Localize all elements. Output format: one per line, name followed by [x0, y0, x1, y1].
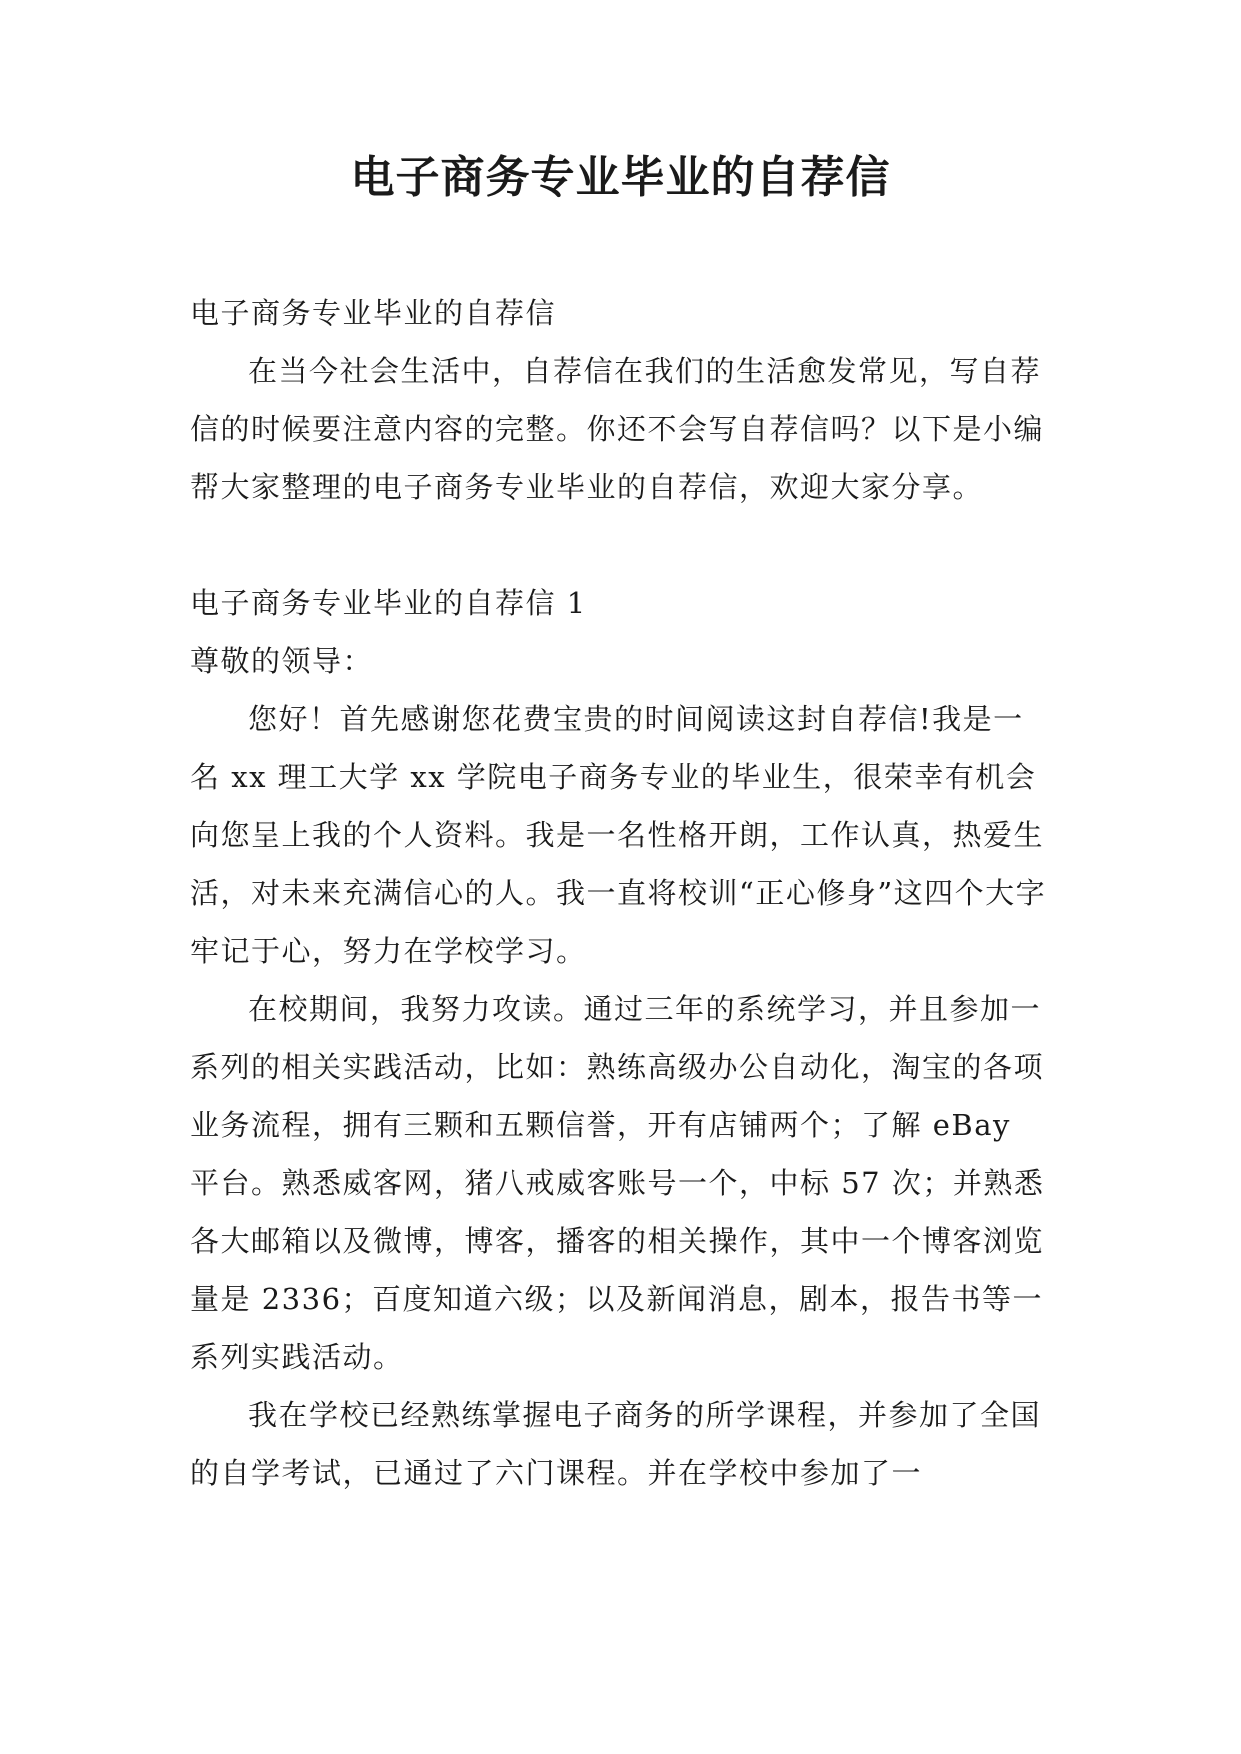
intro-paragraph: 在当今社会生活中，自荐信在我们的生活愈发常见，写自荐信的时候要注意内容的完整。你还不会写自荐信吗？以下是小编帮大家整理的电子商务专业毕业的自荐信，欢迎大家分享。	[190, 354, 1045, 504]
body-paragraph: 您好！首先感谢您花费宝贵的时间阅读这封自荐信!我是一名 xx 理工大学 xx 学院电子商务专业的毕业生，很荣幸有机会向您呈上我的个人资料。我是一名性格开朗，工作认真，热爱生活，对未来充满信心的人。我一直将校训“正心修身”这四个大字牢记于心，努力在学校学习。	[190, 702, 1047, 968]
subtitle: 电子商务专业毕业的自荐信	[190, 296, 557, 330]
document-body	[190, 284, 1050, 1502]
body-paragraph: 我在学校已经熟练掌握电子商务的所学课程，并参加了全国的自学考试，已通过了六门课程。并在学校中参加了一	[190, 1398, 1042, 1490]
body-paragraph: 在校期间，我努力攻读。通过三年的系统学习，并且参加一系列的相关实践活动，比如：熟练高级办公自动化，淘宝的各项业务流程，拥有三颗和五颗信誉，开有店铺两个；了解 eBay 平台。熟悉威客网，猪八戒威客账号一个，中标 57 次；并熟悉各大邮箱以及微博，博客，播客的相关操作，其中一个博客浏览量是 2336；百度知道六级；以及新闻消息，剧本，报告书等一系列实践活动。	[190, 992, 1045, 1374]
document-title: 电子商务专业毕业的自荐信	[350, 152, 891, 203]
salutation: 尊敬的领导：	[190, 644, 374, 678]
section-heading: 电子商务专业毕业的自荐信 1	[190, 586, 587, 620]
spacer	[190, 516, 1050, 574]
